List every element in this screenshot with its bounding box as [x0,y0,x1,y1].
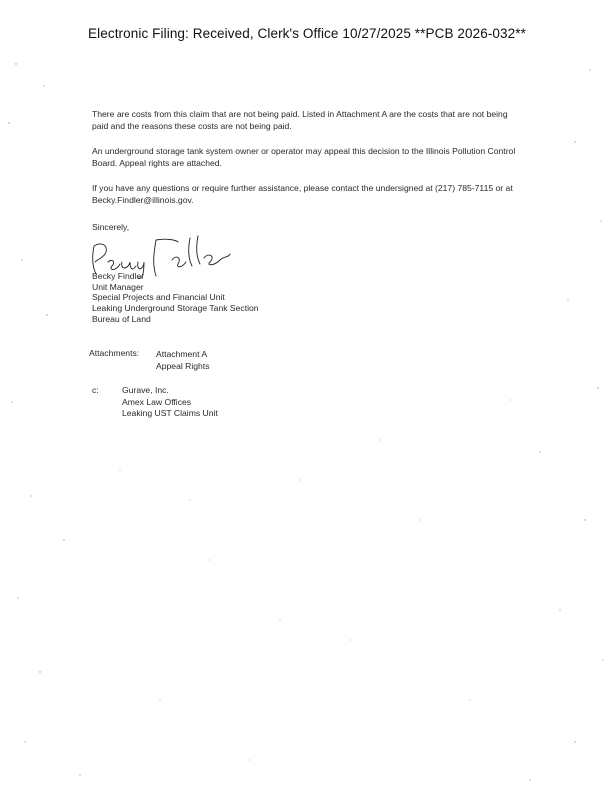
signer-title: Unit Manager [92,281,144,292]
signer-unit: Special Projects and Financial Unit [92,292,225,303]
paragraph-contact-info: If you have any questions or require further assistance, please contact the undersigned at (217) 785-7115 or at Becky.Findler@illinois.gov. [92,183,513,205]
attachments-label: Attachments: [89,348,140,358]
paragraph-costs-not-paid: There are costs from this claim that are not being paid. Listed in Attachment A are the costs that are not being paid and the reasons these costs are not being paid. [92,109,508,131]
paragraph-appeal-notice: An underground storage tank system owner or operator may appeal this decision to the Illinois Pollution Control Board. Appeal rights are attached. [92,146,516,168]
signer-section: Leaking Underground Storage Tank Section [92,303,259,314]
cc-item: Leaking UST Claims Unit [122,408,218,418]
closing-salutation: Sincerely, [92,222,130,232]
cc-label: c: [92,385,99,395]
attachment-item: Appeal Rights [156,361,210,371]
cc-item: Amex Law Offices [122,396,192,407]
signer-bureau: Bureau of Land [92,313,151,324]
cc-item: Gurave, Inc. [122,385,169,395]
filing-stamp: Electronic Filing: Received, Clerk's Office 10/27/2025 **PCB 2026-032** [88,26,526,41]
signer-name: Becky Findler [92,271,145,281]
attachment-item: Attachment A [156,349,208,359]
